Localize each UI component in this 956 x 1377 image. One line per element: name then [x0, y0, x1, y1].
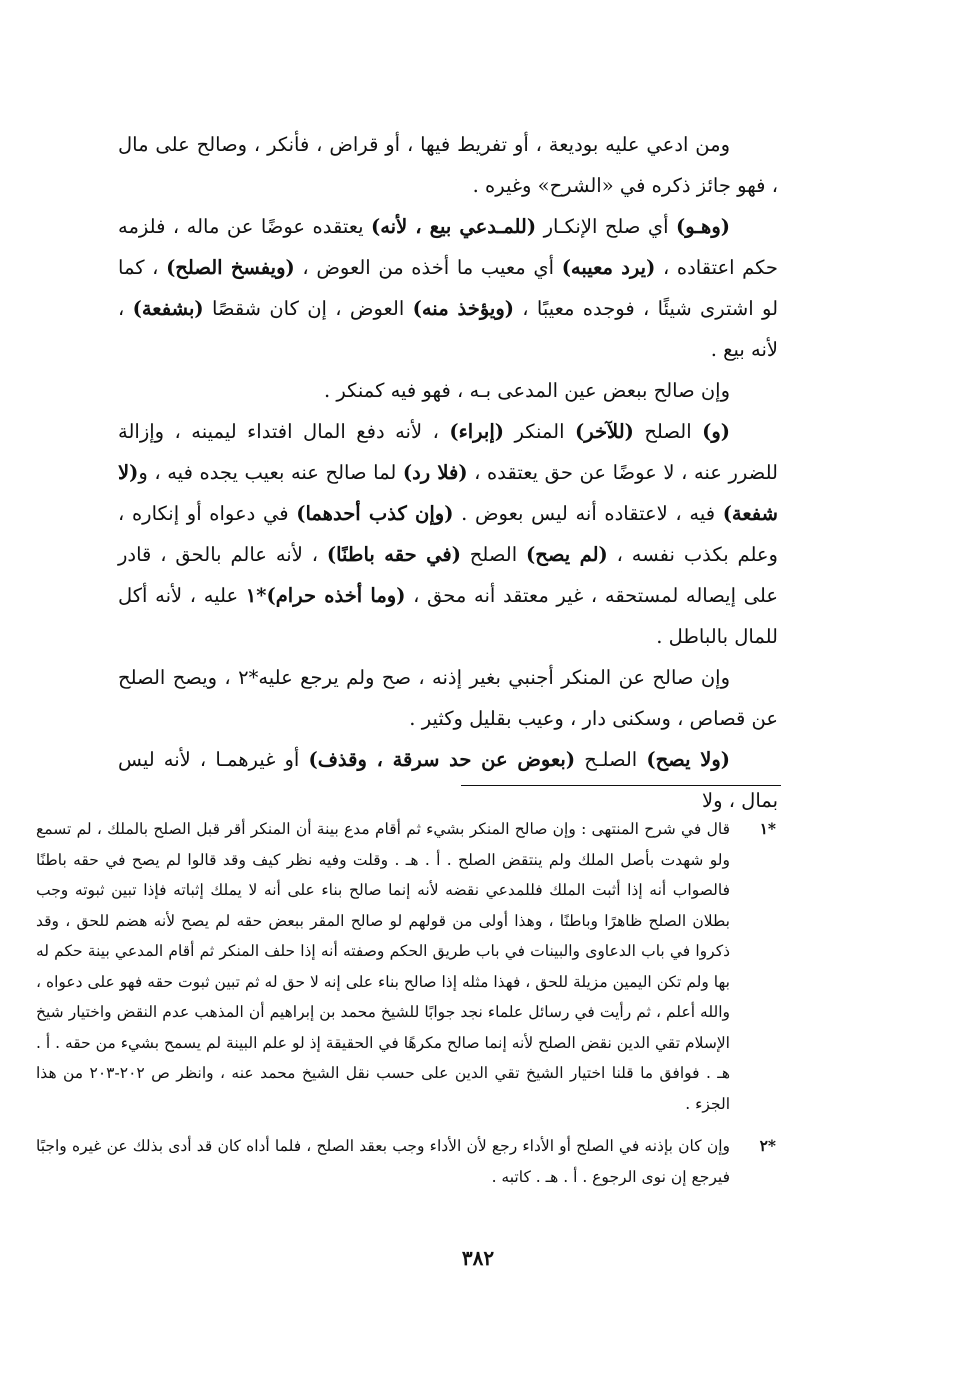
bold-matn-text: (للآخر): [575, 420, 634, 443]
footnote-marker: *٢: [759, 1136, 776, 1155]
commentary-text: ، لأنه عالم بالحق ، قادر على إيصاله لمستحقه ، غير معتقد أنه محق ،: [118, 543, 778, 607]
footnote-text: وإن كان بإذنه في الصلح أو الأداء رجع لأن الأداء وجب بعقد الصلح ، فلما أداه كان قد أدى بذلك عن غيره واجبًا فيرجع إن نوى الرجوع . أ . هـ . كاتبه .: [36, 1137, 730, 1186]
bold-matn-text: (وإن كذب أحدهما): [296, 502, 454, 525]
bold-matn-text: (للمـدعي بيع ، لأنه): [371, 215, 537, 238]
commentary-text: أي صلح الإنكـار: [536, 215, 677, 238]
footnote-divider: [461, 785, 781, 786]
commentary-text: الصلح: [460, 543, 526, 566]
commentary-text: المنكر: [504, 420, 576, 443]
commentary-text: ، لأنه دفع المال افتداء ليمينه ، وإزالة للضرر عنه ، لا عوضًا عن حق يعتقده ،: [118, 420, 778, 484]
footnote-1: [36, 814, 776, 1119]
commentary-text: لما صالح عنه بعيب يجده فيه ، و: [138, 461, 403, 484]
bold-matn-text: (بعوض عن حد سرقة ، وقذف): [308, 748, 576, 771]
commentary-text: وإن صالح ببعض عين المدعى بـه ، فهو فيه كمنكر .: [324, 379, 730, 402]
commentary-text: في دعواه أو إنكاره ، وعلم بكذب نفسه ،: [118, 502, 778, 566]
commentary-text: أي معيب ما أخذه من العوض ،: [294, 256, 562, 279]
footnotes-section: [36, 814, 776, 1204]
commentary-text: عليه ، لأنه أكل للمال بالباطل .: [118, 584, 778, 648]
bold-matn-text: (بشفعة): [132, 297, 204, 320]
paragraph: [118, 124, 778, 206]
commentary-text: أو غيرهمـا ، لأنه ليس بمال ، ولا: [118, 748, 778, 812]
bold-matn-text: (ويؤخذ منه): [412, 297, 514, 320]
page-number: ٣٨٢: [461, 1246, 495, 1270]
bold-matn-text: (لم يصح): [526, 543, 608, 566]
paragraph: [118, 739, 778, 821]
bold-matn-text: (وما أخذه حرام)*١: [245, 584, 406, 607]
commentary-text: الصلـح: [575, 748, 647, 771]
footnote-marker: *١: [759, 819, 776, 838]
paragraph: [118, 411, 778, 657]
commentary-text: ، لأنه بيع .: [118, 297, 778, 361]
bold-matn-text: (في حقه باطنًا): [326, 543, 461, 566]
paragraph: [118, 657, 778, 739]
commentary-text: ، كما لو اشترى شيئًا ، فوجده معيبًا ،: [118, 256, 779, 320]
commentary-text: ومن ادعي عليه بوديعة ، أو تفريط فيها ، أو قراض ، فأنكر ، وصالح على مال ، فهو جائز ذكره في «الشرح» وغيره .: [118, 133, 778, 197]
commentary-text: وإن صالح عن المنكر أجنبي بغير إذنه ، صح ولم يرجع عليه*٢ ، ويصح الصلح عن قصاص ، وسكنى دار ، وعيب بقليل وكثير .: [118, 666, 778, 730]
footnote-text: قال في شرح المنتهى : وإن صالح المنكر بشيء ثم أقام مدع بينة أن المنكر أقر قبل الصلح بالملك ، لم تسمع ولو شهدت بأصل الملك ولم ينتقض الصلح . أ . هـ . وقلت وفيه نظر كيف وقد قالوا لم يصح في حقه باطنًا فالصواب أنه إذا أثبت الملك فللمدعي نقضه لأنه إنما صالح بناء على أنه لا يملك إثباته فإذا تبين ثبوته وجب بطلان الصلح ظاهرًا وباطنًا ، وهذا أولى من قولهم لو صالح المقر ببعض حقه لم يصح لأنه هضم للحق ، وقد ذكروا في باب الدعاوى والبينات في باب طريق الحكم وصفته أنه إذا حلف المنكر ثم أقام المدعي بينة حكم له بها ولم تكن اليمين مزيلة للحق ، فهذا مثله إذا صالح بناء على إنه لا حق له ثم تبين ثبوت حقه فهو على دعواه ، والله أعلم ، ثم رأيت في رسائل علماء نجد جوابًا للشيخ محمد بن إبراهيم أن المذهب عدم النقض واختيار شيخ الإسلام تقي الدين نقض الصلح لأنه إنما صالح مكرهًا في الحقيقة إذ لو علم البينة لم يسمح بشيء من حقه . أ . هـ . فوافق ما قلنا اختيار الشيخ تقي الدين على حسب نقل الشيخ محمد عنه ، وانظر ص ٢٠٢-٢٠٣ من هذا الجزء .: [36, 820, 730, 1113]
paragraph: [118, 370, 778, 411]
footnote-2: [36, 1131, 776, 1192]
commentary-text: العوض ، إن كان شقصًا: [203, 297, 413, 320]
commentary-text: الصلح: [633, 420, 703, 443]
bold-matn-text: (لا شفعة): [118, 461, 778, 525]
bold-matn-text: (و): [702, 420, 730, 443]
bold-matn-text: (إبراء): [449, 420, 505, 443]
commentary-text: فيه ، لاعتقاده أنه ليس بعوض .: [453, 502, 723, 525]
bold-matn-text: (ويفسخ الصلح): [166, 256, 295, 279]
bold-matn-text: (يرد معيبه): [561, 256, 656, 279]
commentary-text: يعتقده عوضًا عن ماله ، فلزمه حكم اعتقاده ،: [118, 215, 778, 279]
bold-matn-text: (وهـو): [676, 215, 730, 238]
bold-matn-text: (ولا يصح): [646, 748, 730, 771]
main-text-body: [118, 124, 778, 821]
paragraph: [118, 206, 778, 370]
bold-matn-text: (فلا رد): [402, 461, 468, 484]
